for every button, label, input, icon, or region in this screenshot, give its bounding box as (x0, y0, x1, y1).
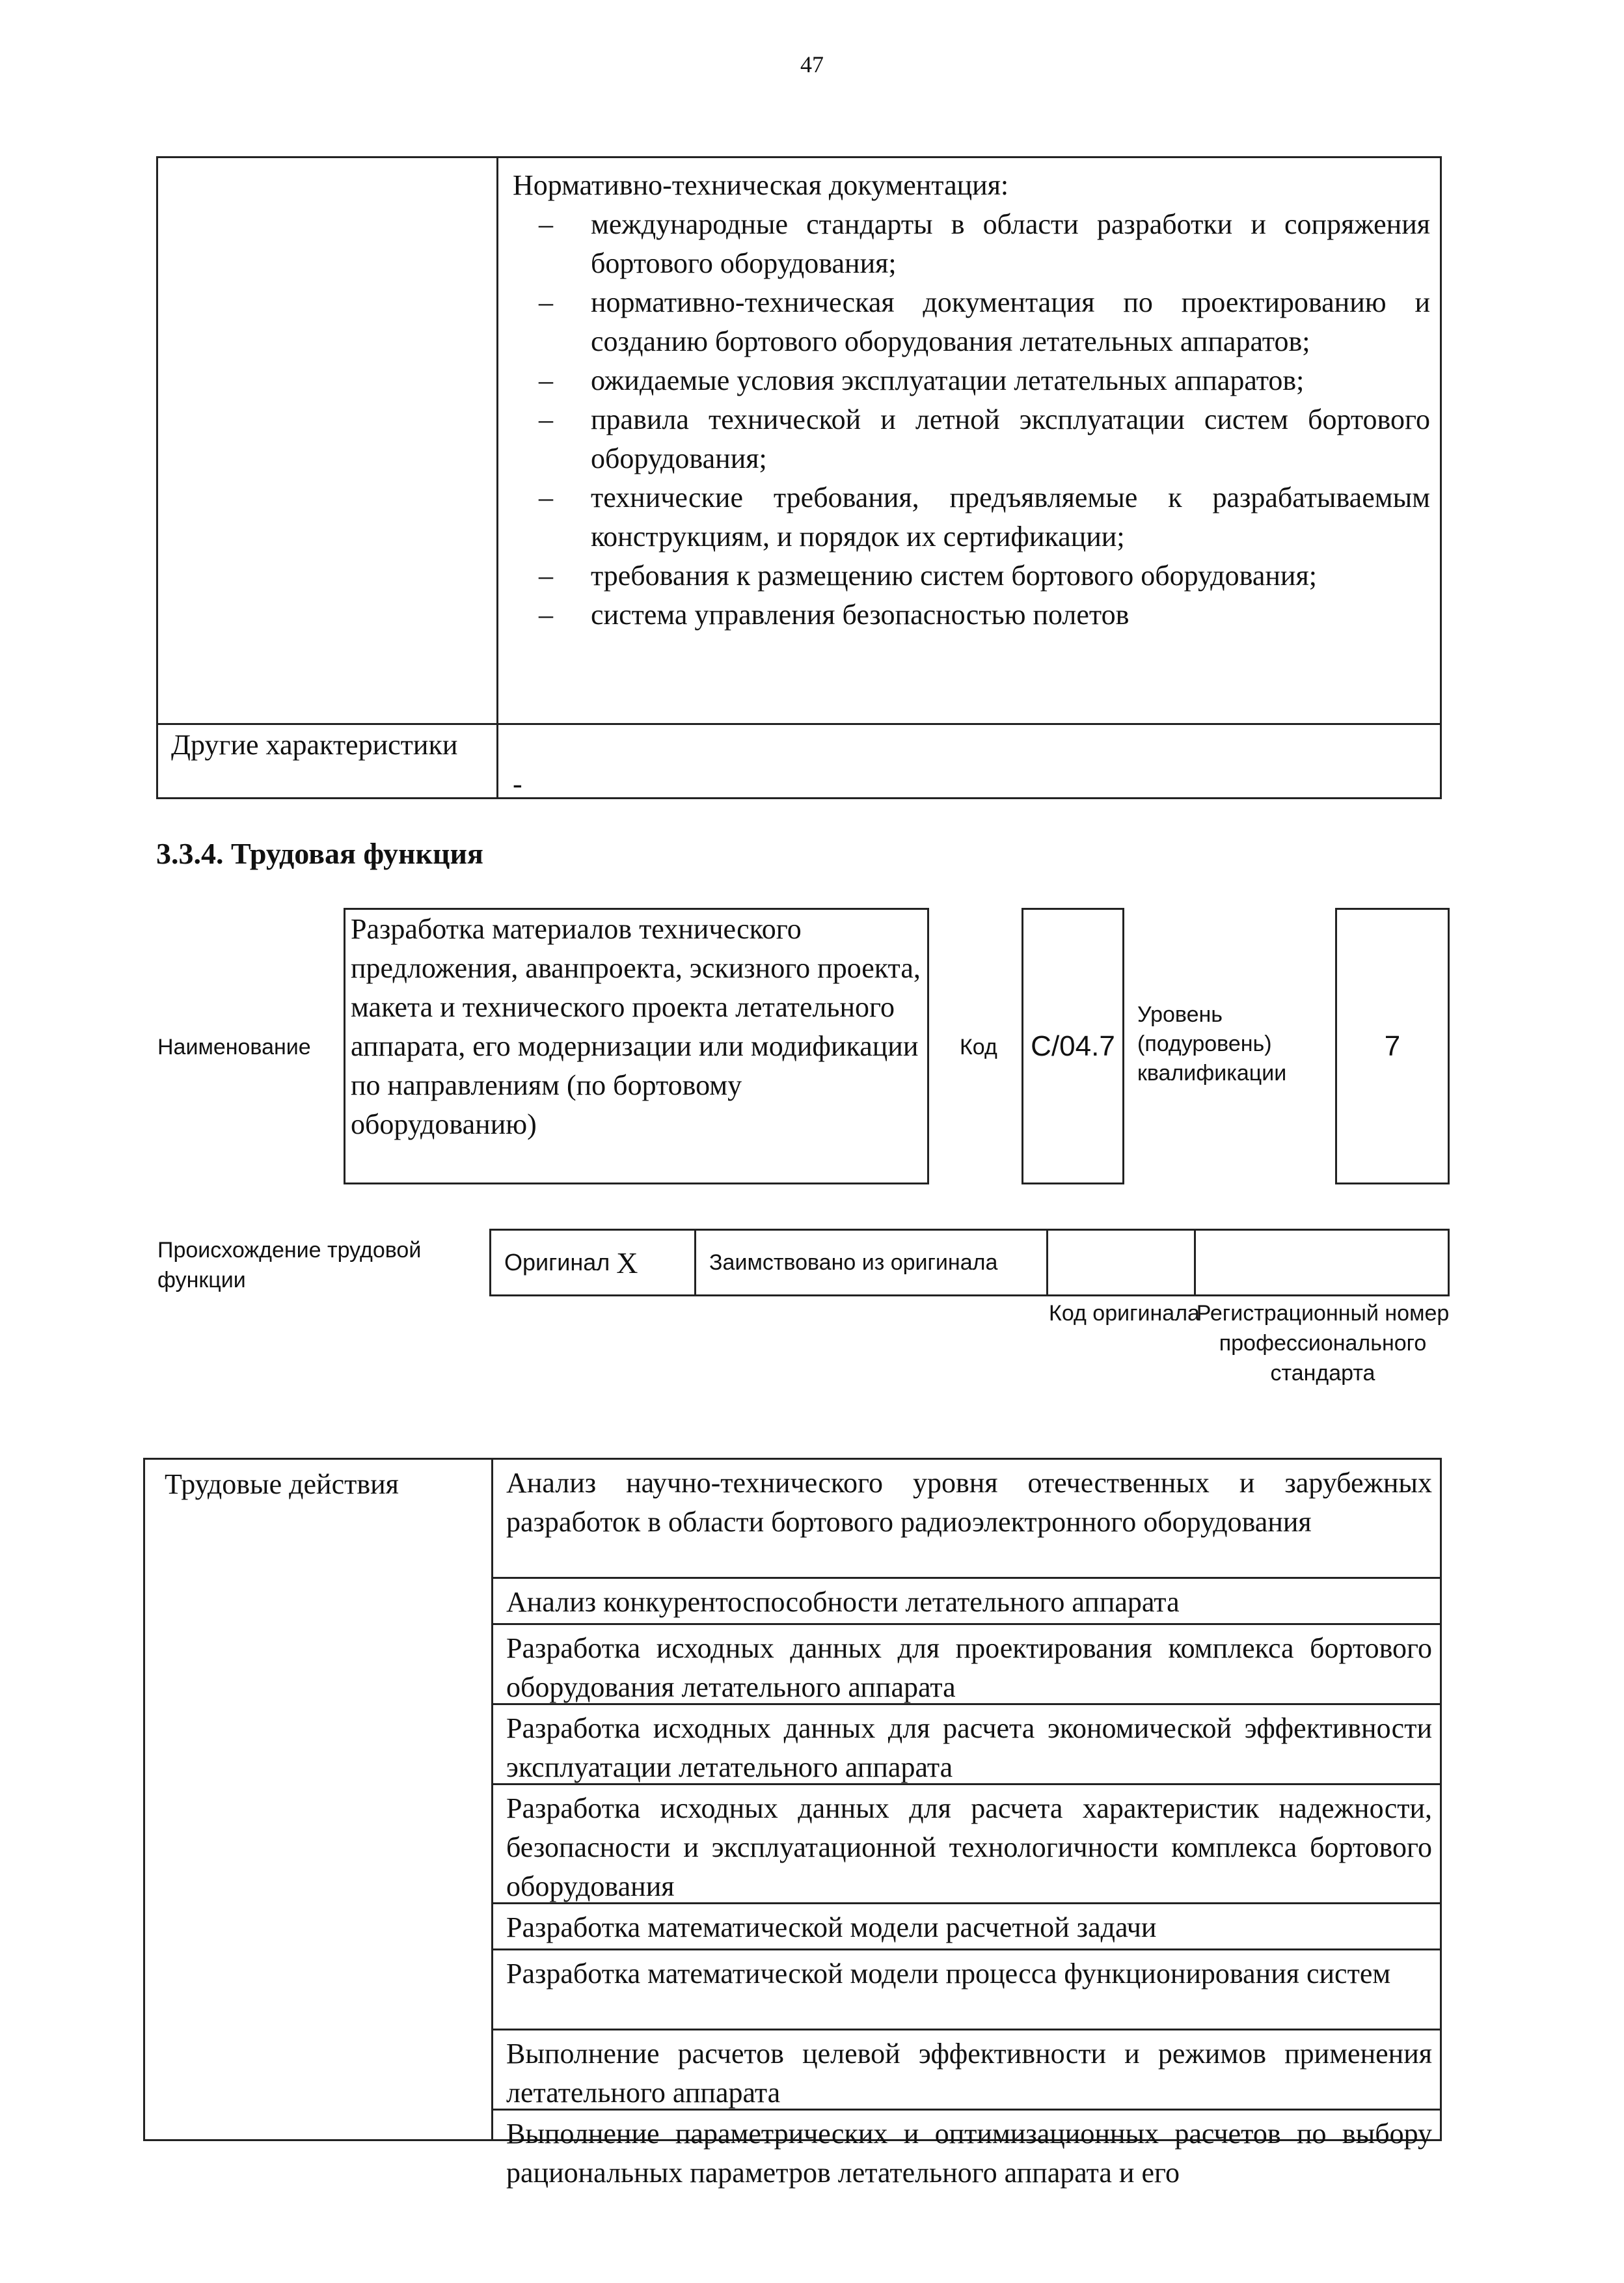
code-box: C/04.7 (1022, 908, 1124, 1184)
code-original-label: Код оригинала (1049, 1301, 1200, 1326)
labor-actions-list (493, 1460, 1440, 2189)
table-row: Разработка математической модели расчетной задачи (493, 1904, 1440, 1950)
list-item: – ожидаемые условия эксплуатации летательных аппаратов; (513, 361, 1430, 400)
original-cell (504, 1231, 638, 1294)
origin-label: Происхождение трудовой функции (157, 1238, 422, 1292)
table-row: Анализ конкурентоспособности летательного аппарата (493, 1579, 1440, 1625)
table-row: Анализ научно-технического уровня отечественных и зарубежных разработок в области бортового радиоэлектронного оборудования (493, 1460, 1440, 1579)
cell-divider (1194, 1231, 1196, 1294)
borrowed-label: Заимствовано из оригинала (709, 1250, 998, 1275)
list-item: – международные стандарты в области разработки и сопряжения бортового оборудования; (513, 205, 1430, 283)
other-characteristics-value: - (513, 768, 522, 800)
table-divider (158, 723, 1440, 725)
labor-actions-table (143, 1458, 1442, 2189)
table-row: Выполнение расчетов целевой эффективности и режимов применения летательного аппарата (493, 2030, 1440, 2111)
table-row: Разработка исходных данных для расчета характеристик надежности, безопасности и эксплуатационной технологичности комплекса бортового оборудования (493, 1785, 1440, 1904)
registration-number-label: Регистрационный номер профессионального стандарта (1196, 1301, 1450, 1386)
original-label: Оригинал (504, 1249, 610, 1276)
code-label: Код (960, 1035, 997, 1059)
qualification-level-label: Уровень (подуровень) квалификации (1137, 1002, 1287, 1086)
normative-docs-list (513, 205, 1430, 635)
normative-docs-heading: Нормативно-техническая документация: (513, 169, 1009, 201)
other-characteristics-label: Другие характеристики (171, 729, 458, 761)
table-row: Разработка математической модели процесса функционирования систем (493, 1950, 1440, 2030)
function-name-box: Разработка материалов технического предложения, аванпроекта, эскизного проекта, макета и технического проекта летательного аппарата, его модернизации или модификации по направлениям (по бортовому оборудованию) (344, 908, 929, 1184)
origin-row (489, 1229, 1450, 1296)
cell-divider (694, 1231, 696, 1294)
list-item: – требования к размещению систем бортового оборудования; (513, 556, 1430, 595)
page-number: 47 (800, 51, 824, 77)
cell-divider (1046, 1231, 1048, 1294)
section-title: 3.3.4. Трудовая функция (156, 837, 483, 870)
knowledge-table (156, 156, 1442, 799)
qualification-level-box: 7 (1335, 908, 1450, 1184)
normative-docs-cell (513, 166, 1430, 635)
table-row: Разработка исходных данных для расчета экономической эффективности эксплуатации летательного аппарата (493, 1705, 1440, 1785)
name-label: Наименование (157, 1035, 311, 1059)
list-item: – нормативно-техническая документация по проектированию и созданию бортового оборудования летательных аппаратов; (513, 283, 1430, 361)
table-row: Разработка исходных данных для проектирования комплекса бортового оборудования летательного аппарата (493, 1625, 1440, 1705)
list-item: – система управления безопасностью полетов (513, 595, 1430, 635)
original-mark: X (616, 1246, 638, 1279)
list-item: – технические требования, предъявляемые к разрабатываемым конструкциям, и порядок их сертификации; (513, 478, 1430, 556)
labor-actions-label: Трудовые действия (165, 1468, 399, 1500)
table-divider (496, 158, 498, 797)
table-row: Выполнение параметрических и оптимизационных расчетов по выбору рациональных параметров летательного аппарата и его (506, 2118, 1432, 2189)
list-item: – правила технической и летной эксплуатации систем бортового оборудования; (513, 400, 1430, 478)
